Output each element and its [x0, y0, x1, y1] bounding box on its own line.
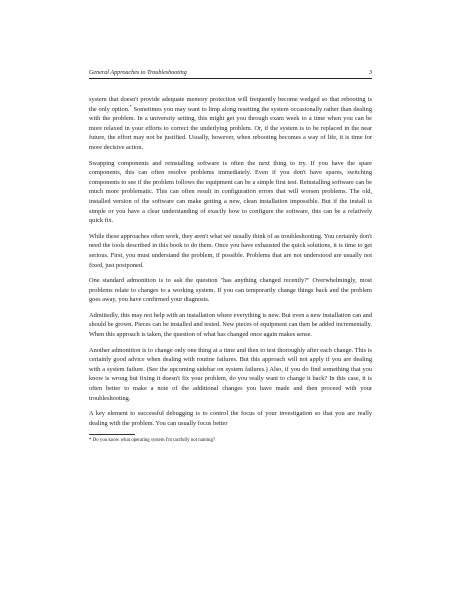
paragraph-2: Swapping components and reinstalling software is often the next thing to try. If you have the spare components, this can often resolve problems immediately. Even if you don't have spares, switching components to see if the problem follows the equipment can be a simple first test. Reinstalling software can be much more problematic. This can often result in configuration errors that will worsen problems. The old, installed version of the software can make getting a new, clean installation impossible. But if the install is simple or you have a clear understanding of exactly how to configure the software, this can be a relatively quick fix.	[89, 159, 372, 225]
paragraph-7: A key element to successful debugging is to control the focus of your investigation so that you are really dealing with the problem. You can usually focus better	[89, 410, 372, 427]
paragraph-4: One standard admonition is to ask the question "has anything changed recently?" Overwhelmingly, most problems relate to changes to a working system. If you can temporarily change things back and the problem goes away, you have confirmed your diagnosis.	[89, 277, 372, 304]
paragraph-5: Admittedly, this may not help with an installation where everything is new. But even a new installation can and should be grown. Pieces can be installed and tested. New pieces of equipment can then be added incrementally. When this approach is taken, the question of what has changed once again makes sense.	[89, 311, 372, 339]
running-header	[89, 69, 372, 77]
page-number: 3	[368, 70, 372, 76]
footnote: * Do you know what operating system I'm tactfully not naming?	[89, 438, 216, 444]
body-text	[89, 95, 372, 428]
paragraph-1-rest: Sometimes you may want to limp along resetting the system occasionally rather than dealing with the problem. In a university setting, this might get you through exam week to a time when you can be more relaxed in your efforts to correct the underlying problem. Or, if the system is to be replaced in the near future, the effort may not be justified. Usually, however, when rebooting becomes a way of life, it is time for more decisive action.	[89, 105, 372, 151]
paragraph-3: While these approaches often work, they aren't what we usually think of as troubleshooting. You certainly don't need the tools described in this book to do them. Once you have exhausted the quick solutions, it is time to get serious. First, you must understand the problem, if possible. Problems that are not understood are usually not fixed, just postponed.	[89, 232, 372, 269]
footnote-rule	[89, 434, 135, 435]
chapter-title: General Approaches to Troubleshooting	[89, 70, 187, 76]
book-page	[89, 69, 372, 444]
paragraph-1	[89, 95, 372, 153]
footnote-marker: *	[129, 103, 132, 109]
paragraph-1-start: system that doesn't provide adequate memory protection will frequently become wedged so that rebooting is the only option.	[89, 96, 372, 113]
header-rule	[89, 78, 372, 79]
paragraph-6: Another admonition is to change only one thing at a time and then to test thoroughly after each change. This is certainly good advice when dealing with routine failures. But this approach will not apply if you are dealing with a system failure. (See the upcoming sidebar on system failures.) Also, if you do find something that you know is wrong but fixing it doesn't fix your problem, do you really want to change it back? In this case, it is often better to make a note of the additional changes you have made and then proceed with your troubleshooting.	[89, 346, 372, 402]
